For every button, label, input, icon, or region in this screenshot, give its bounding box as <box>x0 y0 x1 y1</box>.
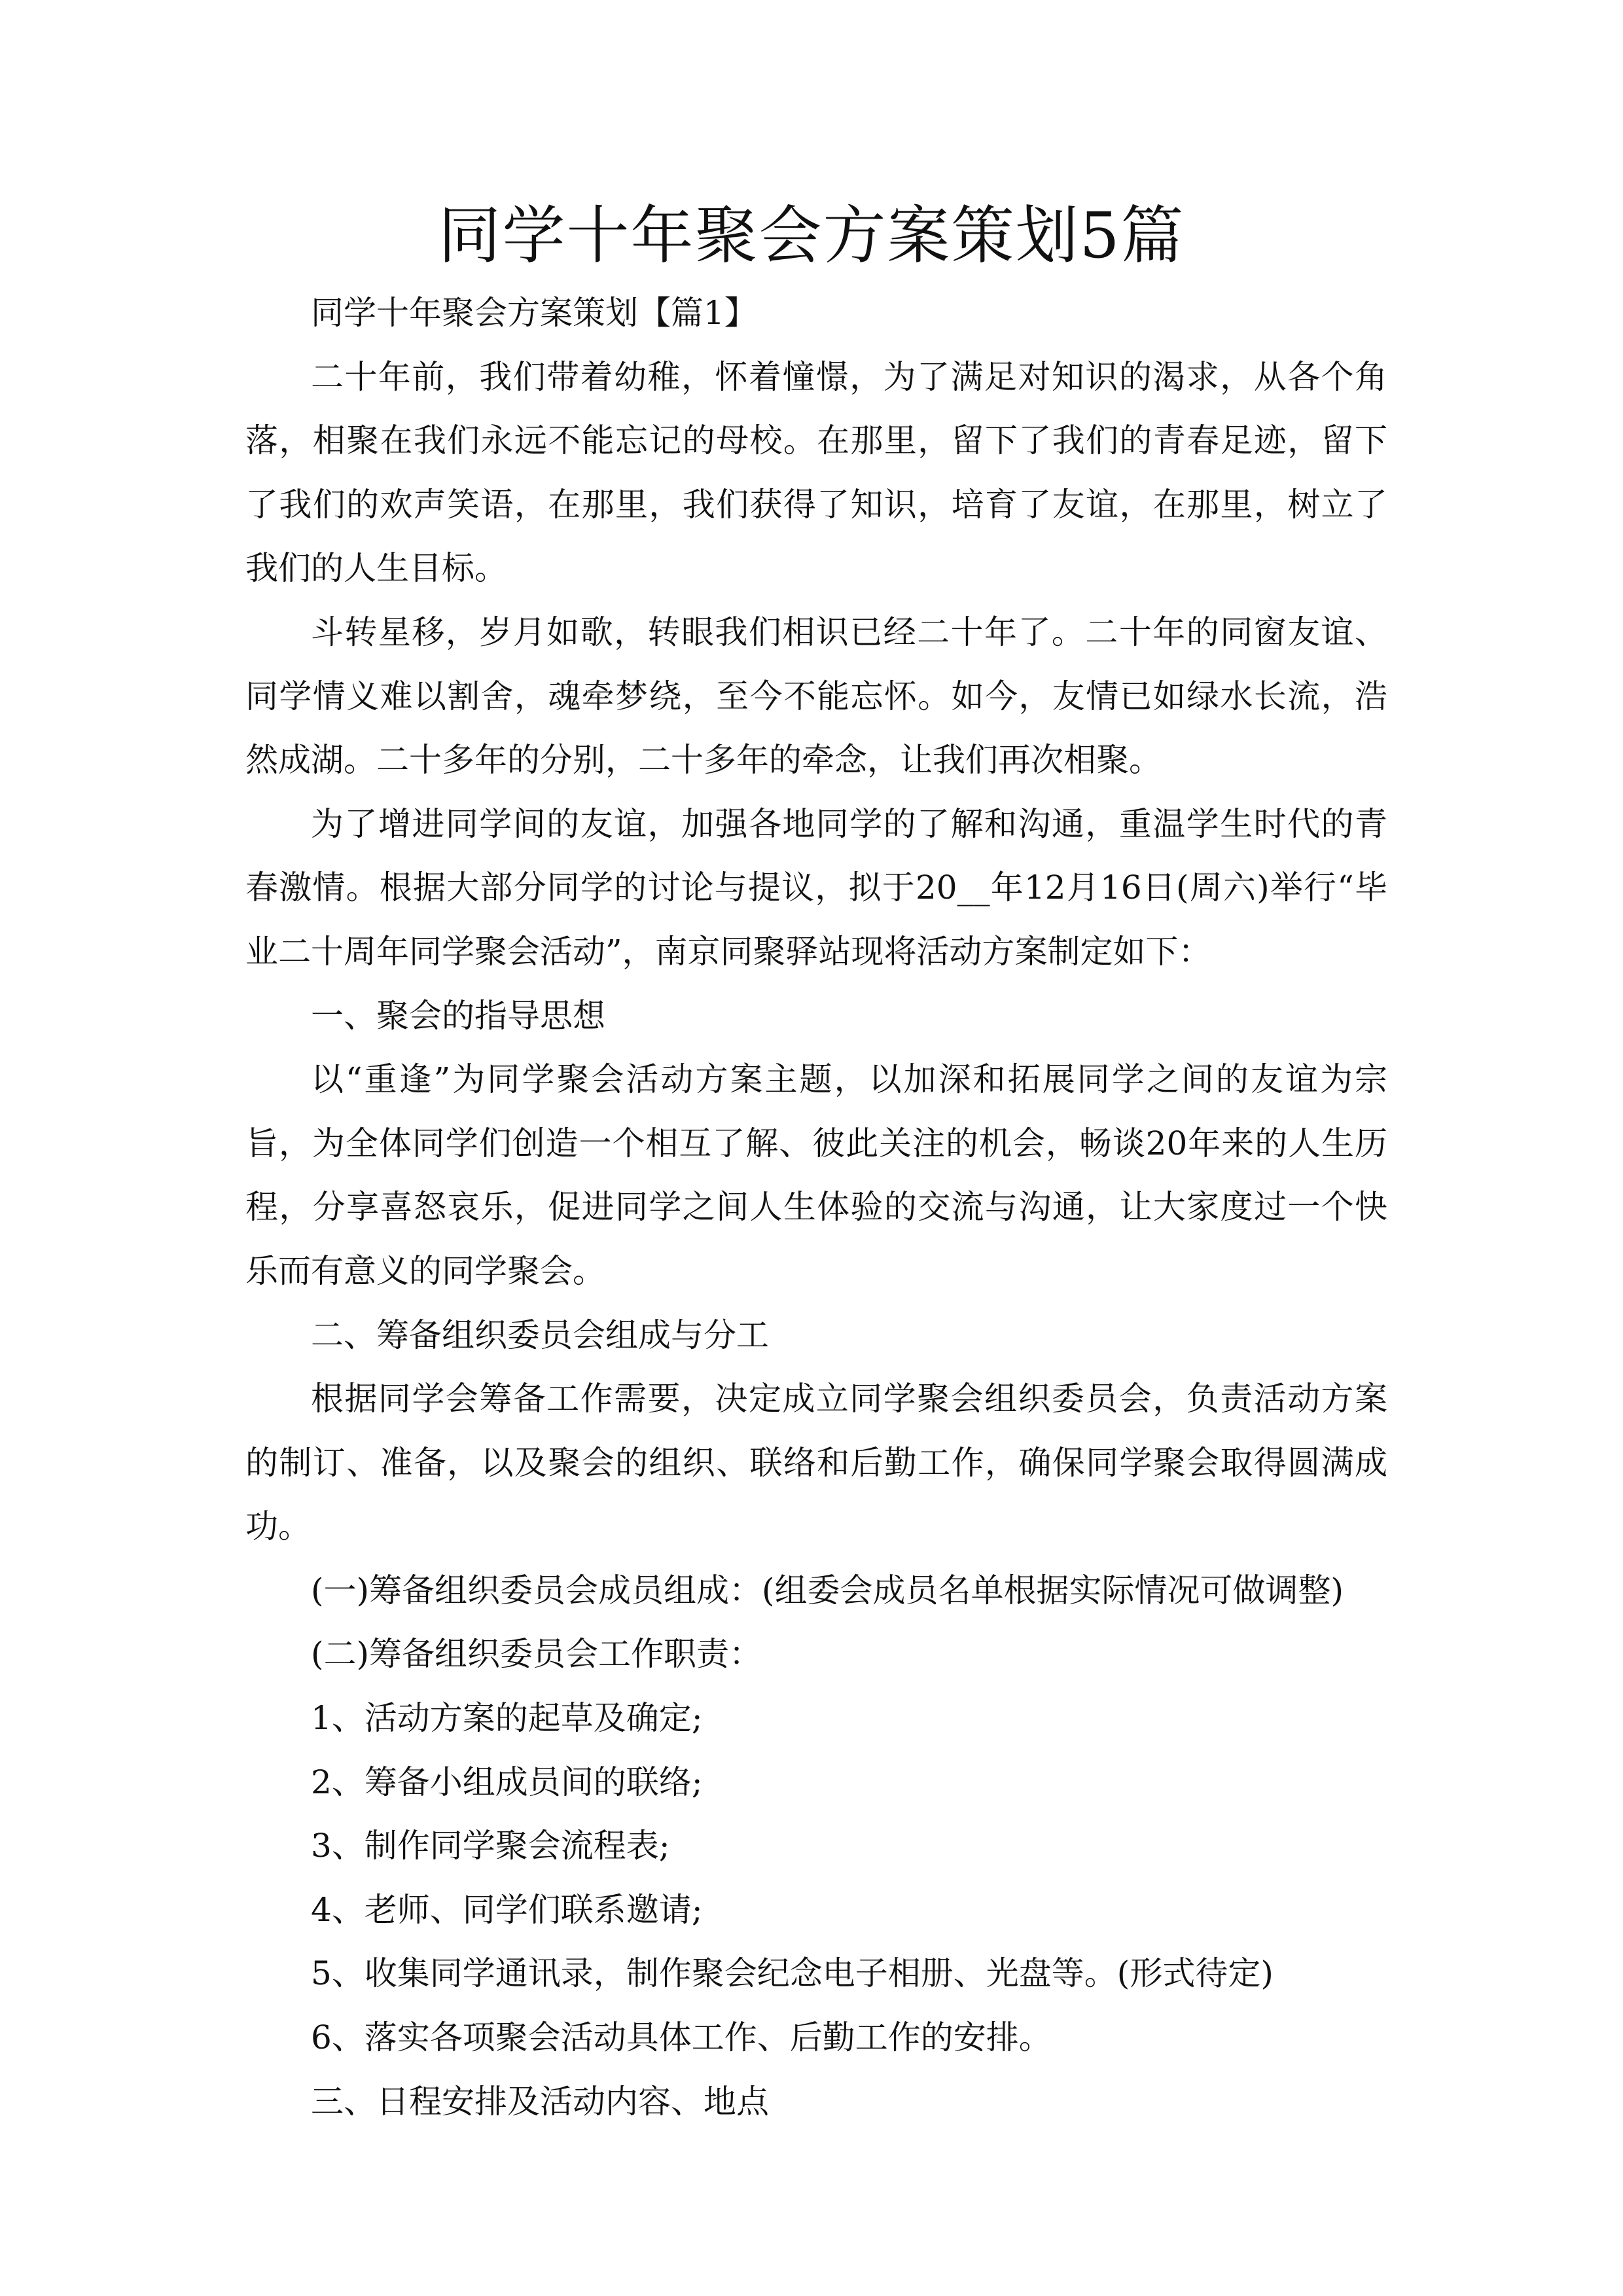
section-heading: 一、聚会的指导思想 <box>311 996 605 1035</box>
document-title: 同学十年聚会方案策划5篇 <box>438 199 1185 272</box>
list-item: 4、老师、同学们联系邀请; <box>311 1890 703 1929</box>
paragraph: 为了增进同学间的友谊，加强各地同学的了解和沟通，重温学生时代的青春激情。根据大部分同学的讨论与提议，拟于20__年12月16日(周六)举行“毕业二十周年同学聚会活动”，南京同聚驿站现将活动方案制定如下： <box>245 804 1387 971</box>
list-item: 3、制作同学聚会流程表; <box>311 1827 670 1865</box>
paragraph: 二十年前，我们带着幼稚，怀着憧憬，为了满足对知识的渴求，从各个角落，相聚在我们永远不能忘记的母校。在那里，留下了我们的青春足迹，留下了我们的欢声笑语，在那里，我们获得了知识，培育了友谊，在那里，树立了我们的人生目标。 <box>245 357 1387 588</box>
section-heading: 三、日程安排及活动内容、地点 <box>311 2082 769 2121</box>
document-body <box>245 281 1387 2134</box>
list-item: 1、活动方案的起草及确定; <box>311 1699 703 1738</box>
subsection-heading: (一)筹备组织委员会成员组成：(组委会成员名单根据实际情况可做调整) <box>311 1571 1344 1609</box>
paragraph: 以“重逢”为同学聚会活动方案主题，以加深和拓展同学之间的友谊为宗旨，为全体同学们创造一个相互了解、彼此关注的机会，畅谈20年来的人生历程，分享喜怒哀乐，促进同学之间人生体验的交流与沟通，让大家度过一个快乐而有意义的同学聚会。 <box>245 1060 1387 1290</box>
paragraph: 根据同学会筹备工作需要，决定成立同学聚会组织委员会，负责活动方案的制订、准备，以及聚会的组织、联络和后勤工作，确保同学聚会取得圆满成功。 <box>245 1380 1387 1546</box>
list-item: 5、收集同学通讯录，制作聚会纪念电子相册、光盘等。(形式待定) <box>311 1954 1274 1993</box>
list-item: 2、筹备小组成员间的联络; <box>311 1763 703 1801</box>
section-heading-part-1: 同学十年聚会方案策划【篇1】 <box>311 294 757 332</box>
list-item: 6、落实各项聚会活动具体工作、后勤工作的安排。 <box>311 2018 1052 2057</box>
paragraph: 斗转星移，岁月如歌，转眼我们相识已经二十年了。二十年的同窗友谊、同学情义难以割舍，魂牵梦绕，至今不能忘怀。如今，友情已如绿水长流，浩然成湖。二十多年的分别，二十多年的牵念，让我们再次相聚。 <box>245 613 1387 780</box>
subsection-heading: (二)筹备组织委员会工作职责： <box>311 1635 762 1674</box>
section-heading: 二、筹备组织委员会组成与分工 <box>311 1316 769 1354</box>
